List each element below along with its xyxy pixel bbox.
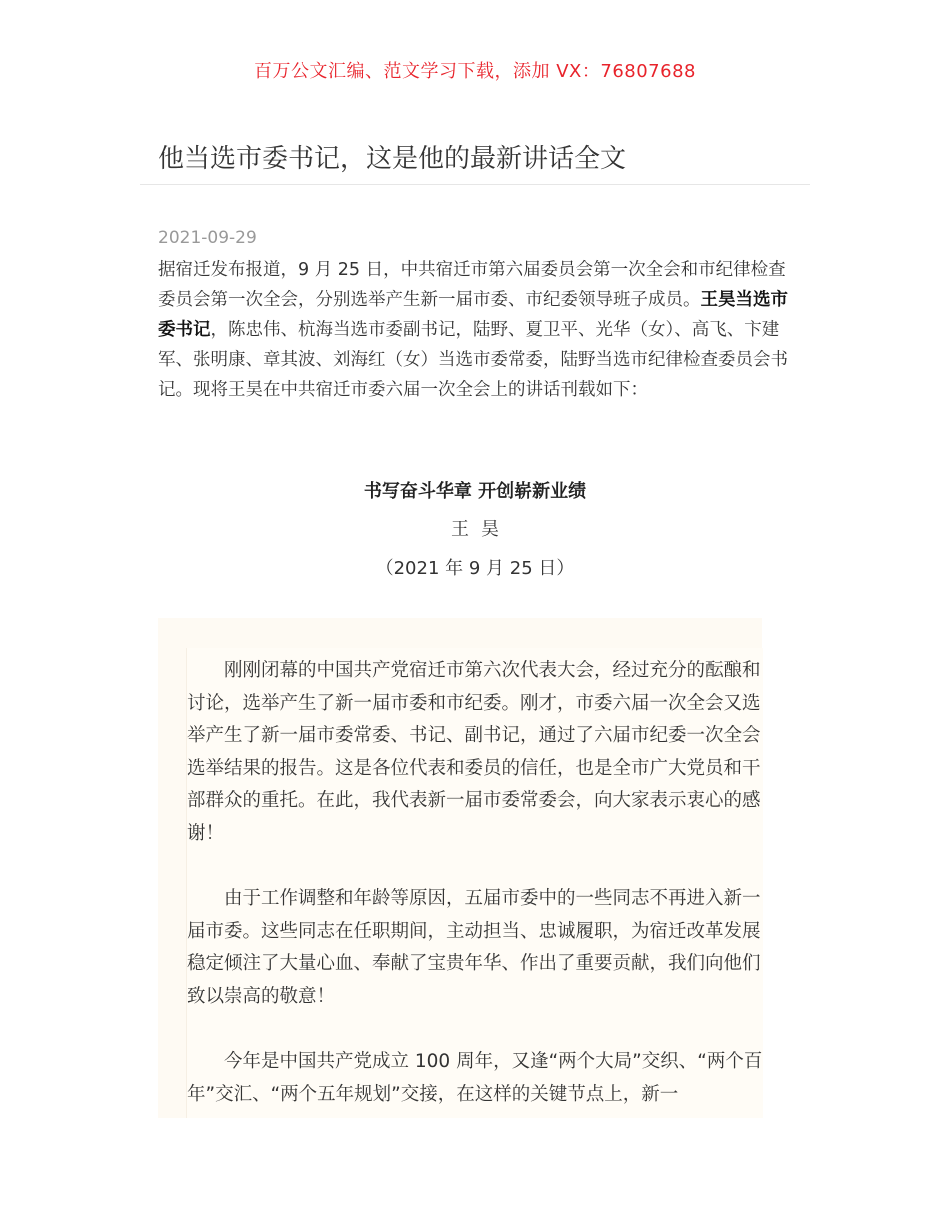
- publish-date: 2021-09-29: [158, 228, 257, 248]
- speech-speaker: 王昊: [451, 519, 511, 540]
- intro-text-end: ，陈忠伟、杭海当选市委副书记，陆野、夏卫平、光华（女）、高飞、卞建军、张明康、章其波、刘海红（女）当选市委常委，陆野当选市纪律检查委员会书记。现将王昊在中共宿迁市委六届一次全会上的讲话刊载如下：: [158, 320, 788, 400]
- speech-title: 书写奋斗华章 开创崭新业绩: [363, 481, 587, 502]
- intro-highlight: 王昊当选市委书记: [158, 290, 788, 340]
- article-title: 他当选市委书记，这是他的最新讲话全文: [158, 144, 627, 174]
- title-divider: [140, 184, 810, 185]
- speech-date: （2021 年 9 月 25 日）: [375, 558, 575, 579]
- article-intro: [158, 255, 788, 405]
- watermark-text: 百万公文汇编、范文学习下载，添加 VX：76807688: [254, 61, 696, 82]
- speech-paragraph: 刚刚闭幕的中国共产党宿迁市第六次代表大会，经过充分的酝酿和讨论，选举产生了新一届市委和市纪委。刚才，市委六届一次全会又选举产生了新一届市委常委、书记、副书记，通过了六届市纪委一次全会选举结果的报告。这是各位代表和委员的信任，也是全市广大党员和干部群众的重托。在此，我代表新一届市委常委会，向大家表示衷心的感谢！: [187, 660, 761, 844]
- intro-text-start: 据宿迁发布报道，9 月 25 日，中共宿迁市第六届委员会第一次全会和市纪律检查委员会第一次全会，分别选举产生新一届市委、市纪委领导班子成员。: [158, 260, 786, 310]
- speech-paragraph: 由于工作调整和年龄等原因，五届市委中的一些同志不再进入新一届市委。这些同志在任职期间，主动担当、忠诚履职，为宿迁改革发展稳定倾注了大量心血、奉献了宝贵年华、作出了重要贡献，我们向他们致以崇高的敬意！: [187, 888, 761, 1007]
- speech-paragraph: 今年是中国共产党成立 100 周年，又逢“两个大局”交织、“两个百年”交汇、“两个五年规划”交接，在这样的关键节点上，新一: [187, 1051, 763, 1105]
